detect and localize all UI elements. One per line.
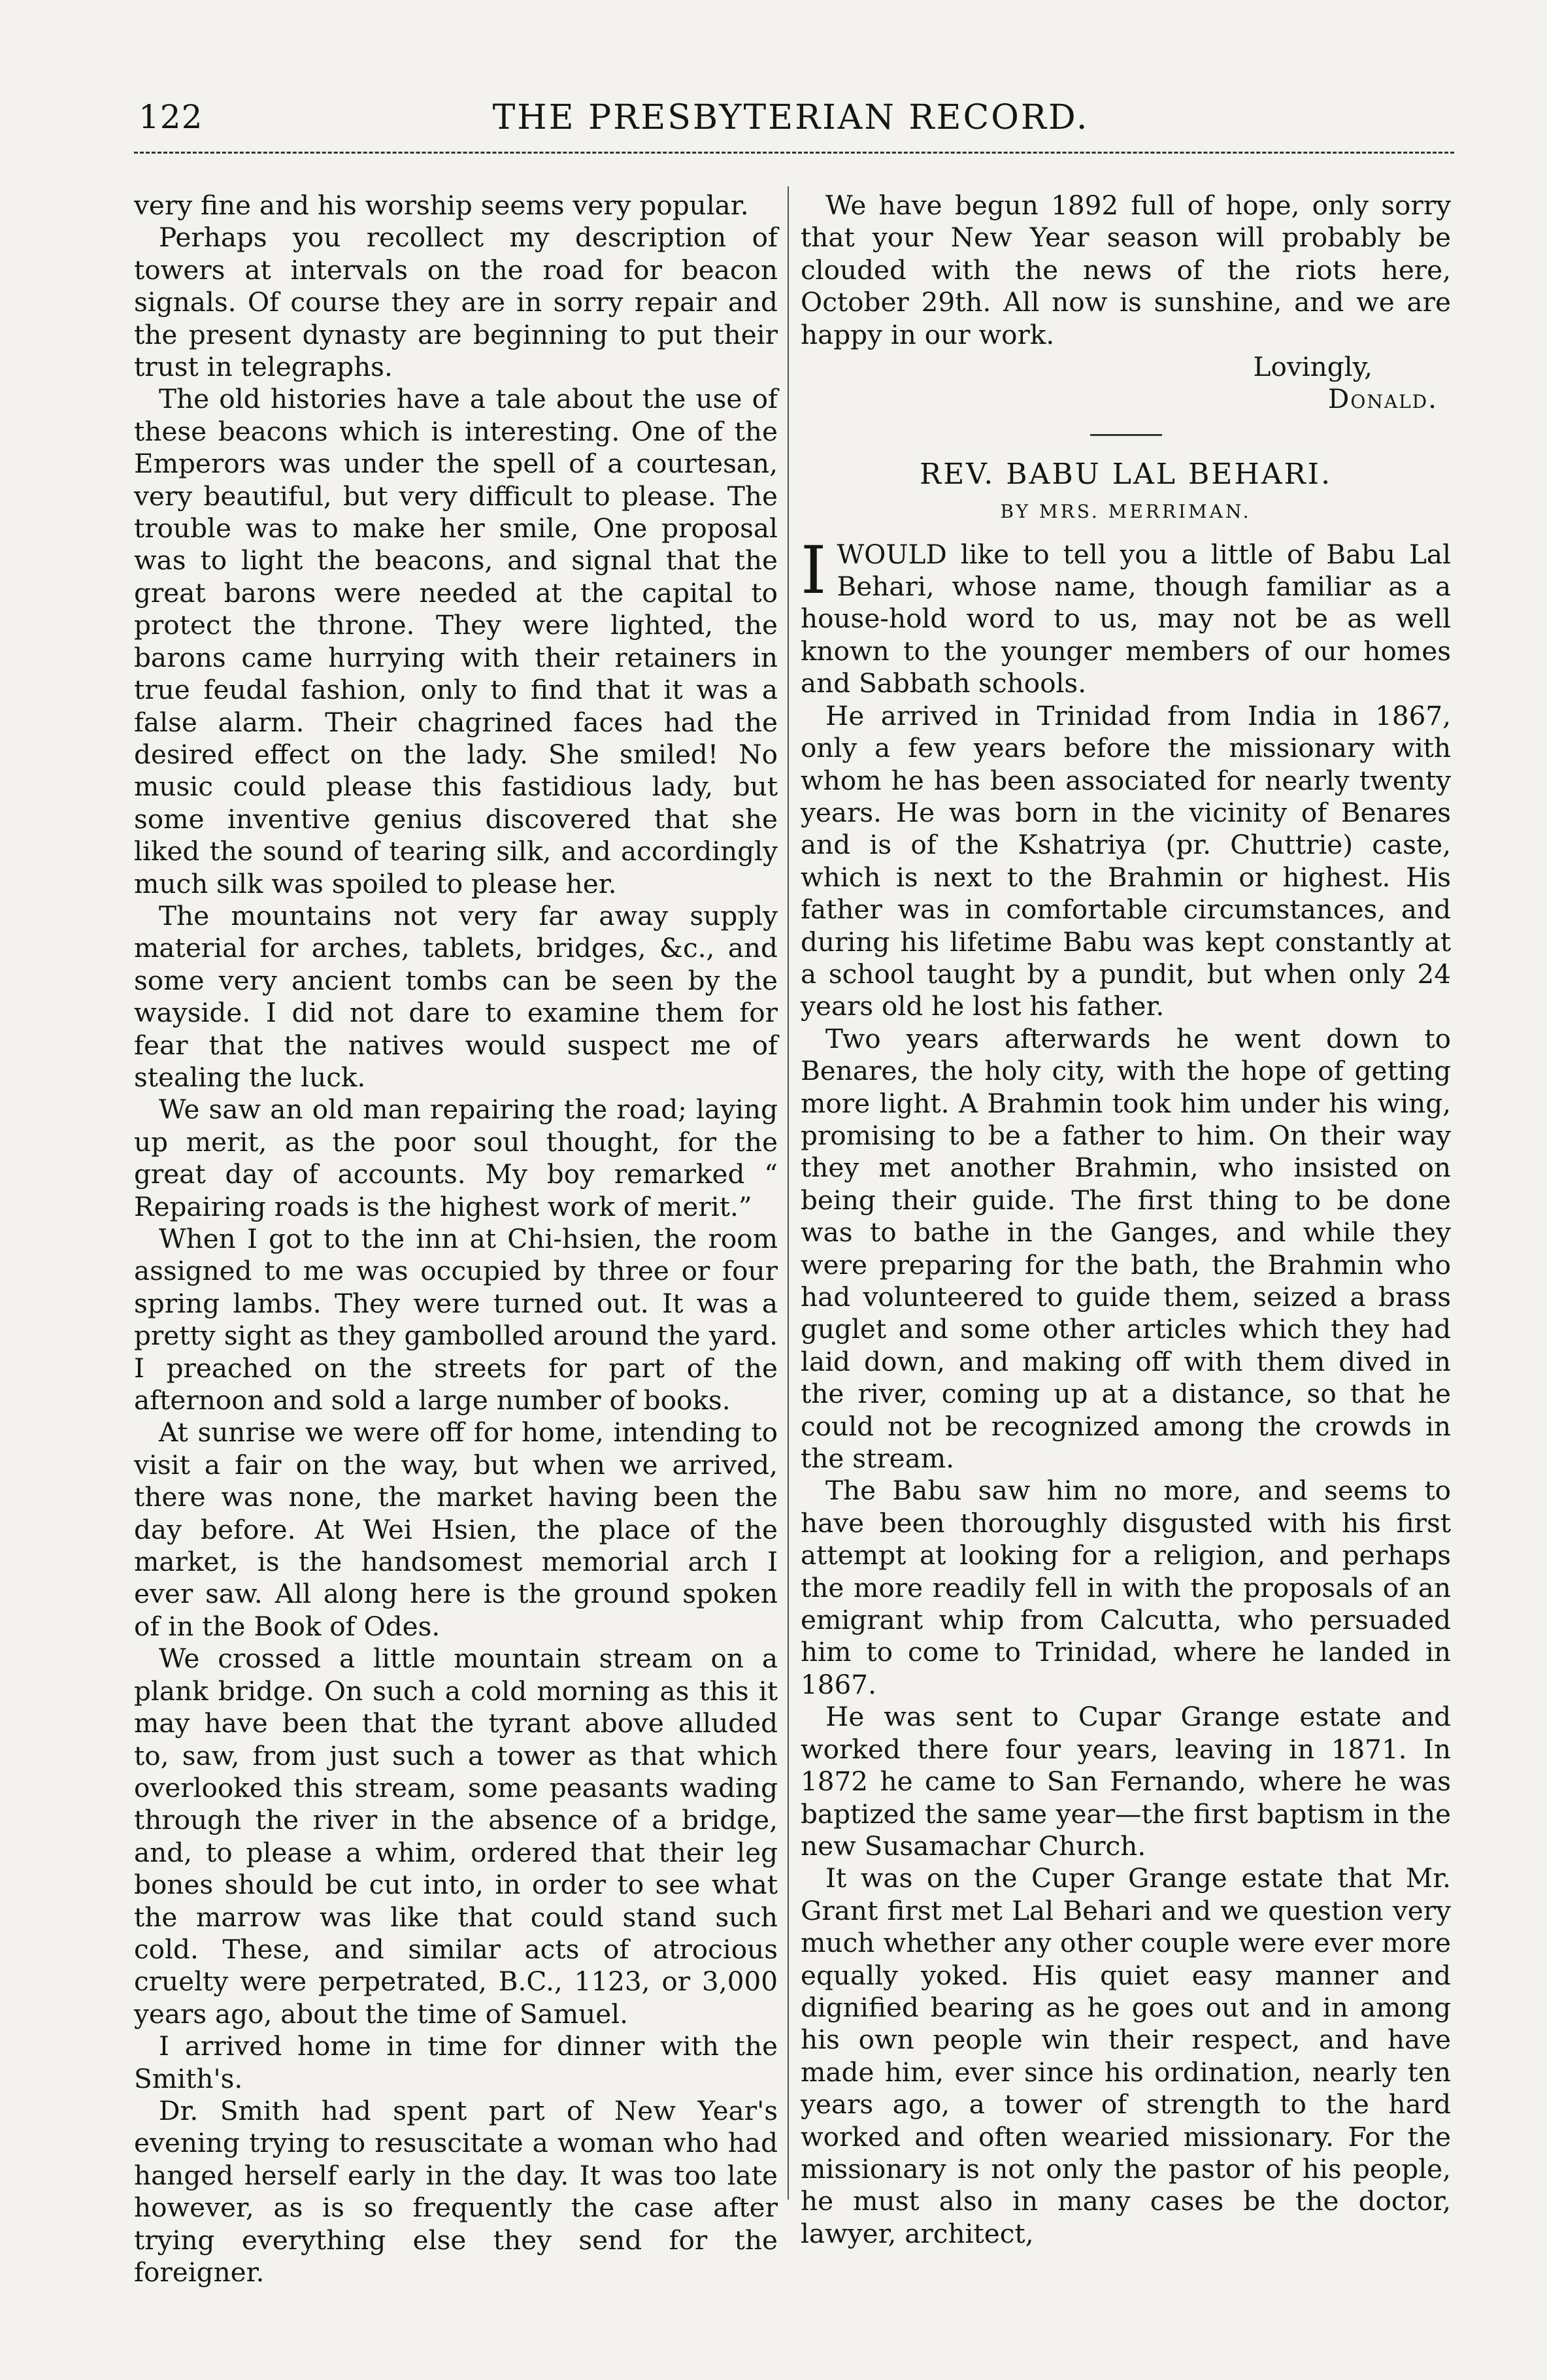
drop-cap: I	[801, 531, 827, 609]
letter-closing: Lovingly,	[1253, 351, 1372, 383]
section-divider	[1090, 434, 1162, 436]
column-divider	[788, 186, 789, 2200]
left-paragraph-5: We saw an old man repairing the road; laying up merit, as the poor soul thought, for the great day of accounts. My boy remarked “ Repairing roads is the highest work of merit.”	[134, 1094, 778, 1222]
left-paragraph-6: When I got to the inn at Chi-hsien, the room assigned to me was occupied by three or four spring lambs. They were turned out. It was a pretty sight as they gambolled around the yard. I preached on the streets for part of the afternoon and sold a large number of books.	[134, 1223, 778, 1416]
header-rule	[134, 152, 1454, 154]
letter-signature: Donald.	[1327, 383, 1438, 415]
right-paragraph-1	[801, 531, 1451, 700]
article-byline: BY MRS. MERRIMAN.	[1000, 501, 1252, 523]
left-paragraph-10: Dr. Smith had spent part of New Year's evening trying to resuscitate a woman who had hanged herself early in the day. It was too late however, as is so frequently the case after trying everything else they send for the foreigner.	[134, 2094, 778, 2288]
right-paragraph-3: Two years afterwards he went down to Benares, the holy city, with the hope of getting more light. A Brahmin took him under his wing, promising to be a father to him. On their way they met another Brahmin, who insisted on being their guide. The first thing to be done was to bathe in the Ganges, and while they were preparing for the bath, the Brahmin who had volunteered to guide them, seized a brass guglet and some other articles which they had laid down, and making off with them dived in the river, coming up at a distance, so that he could not be recognized among the crowds in the stream.	[801, 1022, 1451, 1475]
right-paragraph-6: It was on the Cuper Grange estate that Mr. Grant first met Lal Behari and we question very much whether any other couple were ever more equally yoked. His quiet easy manner and dignified bearing as he goes out and in among his own people win their respect, and have made him, ever since his ordination, nearly ten years ago, a tower of strength to the hard worked and often wearied missionary. For the missionary is not only the pastor of his people, he must also in many cases be the doctor, lawyer, architect,	[801, 1862, 1451, 2249]
left-paragraph-8: We crossed a little mountain stream on a plank bridge. On such a cold morning as this it may have been that the tyrant above alluded to, saw, from just such a tower as that which overlooked this stream, some peasants wading through the river in the absence of a bridge, and, to please a whim, ordered that their leg bones should be cut into, in order to see what the marrow was like that could stand such cold. These, and similar acts of atrocious cruelty were perpetrated, B.C., 1123, or 3,000 years ago, about the time of Samuel.	[134, 1643, 778, 2030]
right-paragraph-4: The Babu saw him no more, and seems to have been thoroughly disgusted with his first attempt at looking for a religion, and perhaps the more readily fell in with the proposals of an emigrant whip from Calcutta, who persuaded him to come to Trinidad, where he landed in 1867.	[801, 1475, 1451, 1700]
left-paragraph-9: I arrived home in time for dinner with the Smith's.	[134, 2030, 778, 2094]
left-paragraph-2: Perhaps you recollect my description of towers at intervals on the road for beacon signals. Of course they are in sorry repair and the present dynasty are beginning to put their trust in telegraphs.	[134, 222, 778, 383]
right-paragraph-1-text: WOULD like to tell you a little of Babu Lal Behari, whose name, though familiar as a house-hold word to us, may not be as well known to the younger members of our homes and Sabbath schools.	[801, 538, 1451, 699]
right-column	[801, 190, 1451, 2249]
left-paragraph-3: The old histories have a tale about the use of these beacons which is interesting. One of the Emperors was under the spell of a courtesan, very beautiful, but very difficult to please. The trouble was to make her smile, One proposal was to light the beacons, and signal that the great barons were needed at the capital to protect the throne. They were lighted, the barons came hurrying with their retainers in true feudal fashion, only to find that it was a false alarm. Their chagrined faces had the desired effect on the lady. She smiled! No music could please this fastidious lady, but some inventive genius discovered that she liked the sound of tearing silk, and accordingly much silk was spoiled to please her.	[134, 383, 778, 899]
right-paragraph-5: He was sent to Cupar Grange estate and worked there four years, leaving in 1871. In 1872 he came to San Fernando, where he was baptized the same year—the first baptism in the new Susamachar Church.	[801, 1701, 1451, 1862]
left-paragraph-4: The mountains not very far away supply material for arches, tablets, bridges, &c., and some very ancient tombs can be seen by the wayside. I did not dare to examine them for fear that the natives would suspect me of stealing the luck.	[134, 899, 778, 1093]
page-number: 122	[139, 98, 203, 136]
right-paragraph-2: He arrived in Trinidad from India in 1867, only a few years before the missionary with whom he has been associated for nearly twenty years. He was born in the vicinity of Benares and is of the Kshatriya (pr. Chuttrie) caste, which is next to the Brahmin or highest. His father was in comfortable circumstances, and during his lifetime Babu was kept constantly at a school taught by a pundit, but when only 24 years old he lost his father.	[801, 699, 1451, 1022]
running-title: THE PRESBYTERIAN RECORD.	[492, 98, 1090, 137]
left-column	[134, 190, 778, 2288]
page-header	[124, 92, 1457, 150]
article-title: REV. BABU LAL BEHARI.	[919, 457, 1333, 491]
left-paragraph-1: very fine and his worship seems very popular.	[134, 190, 749, 221]
left-paragraph-7: At sunrise we were off for home, intending to visit a fair on the way, but when we arrived, there was none, the market having been the day before. At Wei Hsien, the place of the market, is the handsomest memorial arch I ever saw. All along here is the ground spoken of in the Book of Odes.	[134, 1416, 778, 1642]
letter-ending: We have begun 1892 full of hope, only sorry that your New Year season will probably be clouded with the news of the riots here, October 29th. All now is sunshine, and we are happy in our work.	[801, 190, 1451, 350]
